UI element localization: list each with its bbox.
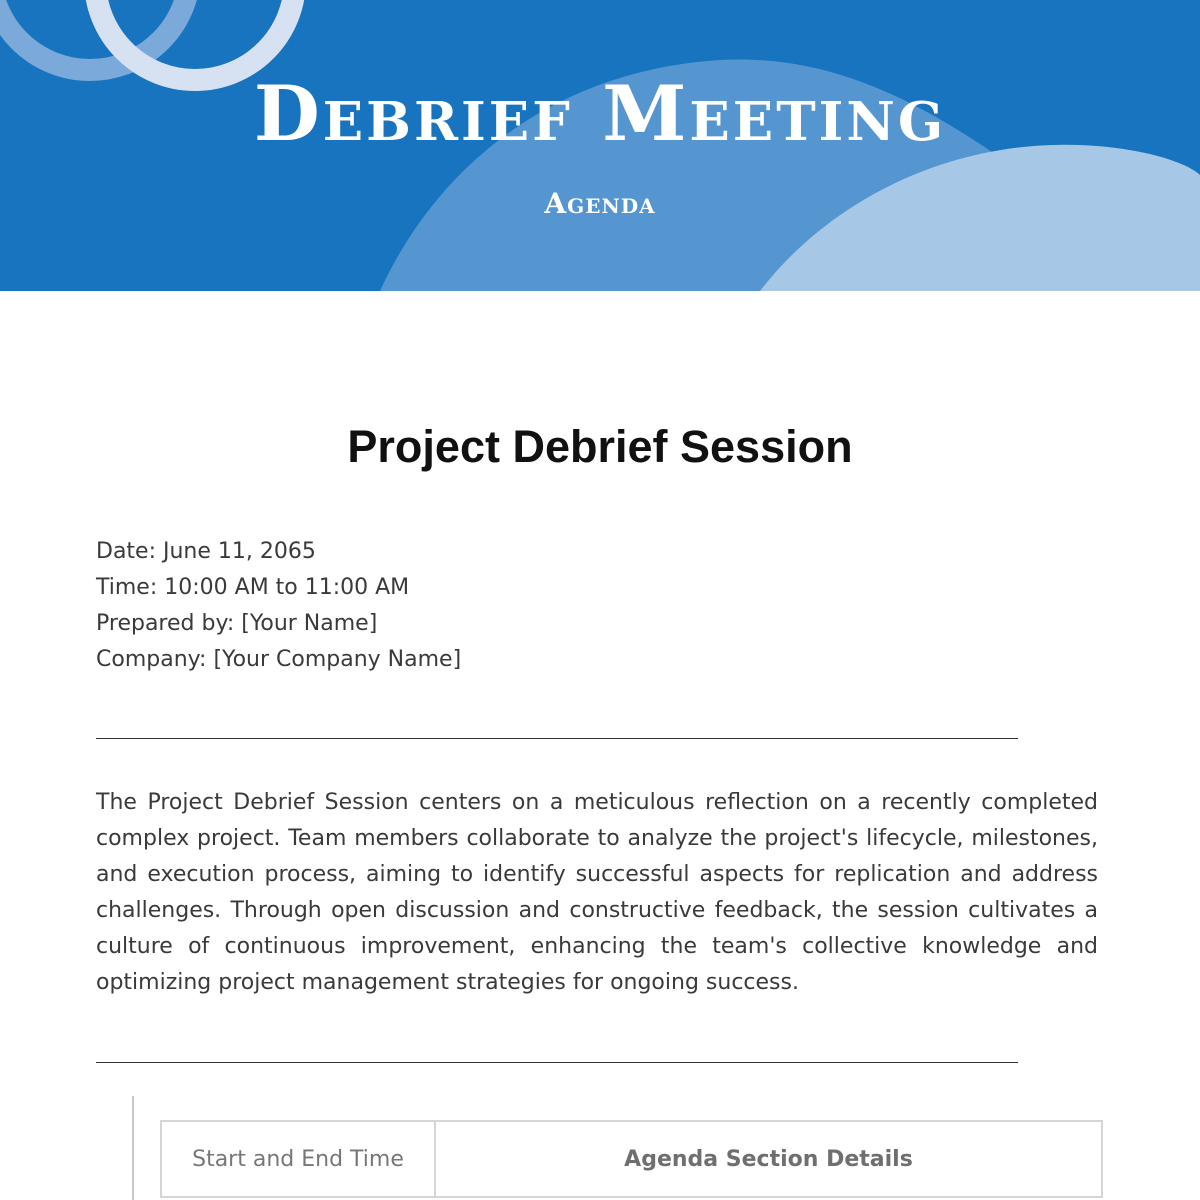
divider-line	[96, 1062, 1018, 1063]
header-banner	[0, 0, 1200, 291]
company-name: Company: [Your Company Name]	[96, 647, 462, 672]
table-left-border	[132, 1096, 134, 1200]
header-start-end-time: Start and End Time	[161, 1121, 435, 1197]
agenda-table	[160, 1120, 1103, 1198]
intro-paragraph: The Project Debrief Session centers on a meticulous reflection on a recently completed complex project. Team members collaborate to analyze the project's lifecycle, milestones, and execution process, aiming to identify successful aspects for replication and address challenges. Through open discussion and constructive feedback, the session cultivates a culture of continuous improvement, enhancing the team's collective knowledge and optimizing project management strategies for ongoing success.	[96, 790, 1098, 995]
meeting-date: Date: June 11, 2065	[96, 539, 316, 564]
banner-subtitle: Agenda	[544, 187, 656, 220]
document-title: Project Debrief Session	[347, 421, 853, 472]
divider-line	[96, 738, 1018, 739]
meeting-time: Time: 10:00 AM to 11:00 AM	[96, 575, 410, 600]
agenda-table-header-row	[161, 1121, 1102, 1197]
meeting-details	[96, 534, 461, 678]
header-agenda-section-details: Agenda Section Details	[435, 1121, 1102, 1197]
banner-title: Debrief Meeting	[253, 69, 947, 158]
prepared-by: Prepared by: [Your Name]	[96, 611, 378, 636]
